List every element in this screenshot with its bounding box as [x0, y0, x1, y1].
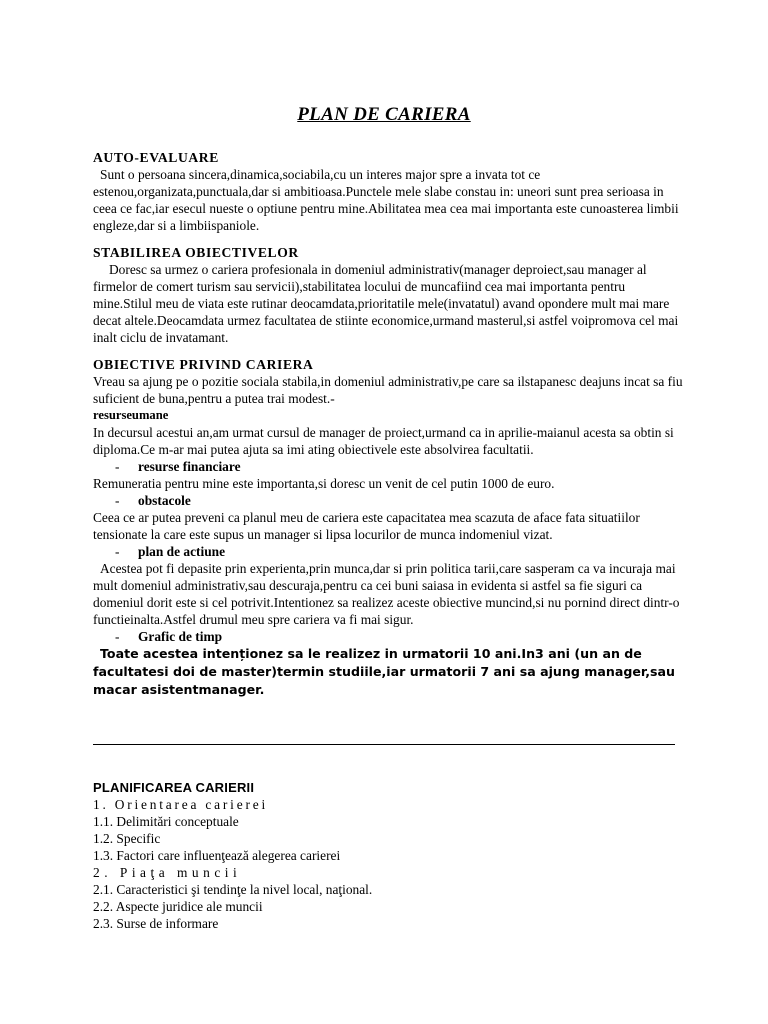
page-title: PLAN DE CARIERA: [297, 104, 471, 125]
list-dash: -: [115, 459, 120, 474]
resurse-umane-paragraph: In decursul acestui an,am urmat cursul de manager de proiect,urmand ca in aprilie-maianul acesta sa obtin si diploma.Ce m-ar mai putea ajuta sa imi ating obiectivele este absolvirea facultatii.: [93, 425, 674, 457]
resurse-umane-label: resurseumane: [93, 408, 169, 422]
section-paragraph: Doresc sa urmez o cariera profesionala in domeniul administrativ(manager deproiect,sau manager al firmelor de comert turism sau servicii),stabilitatea locului de muncafiind cea mai importanta pentru mine.Stilul meu de viata este rutinar deocamdata,prioritatile mele(invatatul) avand opondere mult mai mare decat altele.Deocamdata urmez facultatea de stiinte economice,urmand masterul,si astfel voipromova cel mai inalt ciclu de invatamant.: [93, 262, 679, 345]
resurse-financiare-label: resurse financiare: [138, 459, 241, 474]
plan-actiune-label: plan de actiune: [138, 544, 226, 559]
intro-paragraph: Vreau sa ajung pe o pozitie sociala stabila,in domeniul administrativ,pe care sa ilstapanesc deajuns incat sa fiu suficient de buna,pentru a putea trai modest.-: [93, 374, 683, 406]
section-heading: STABILIREA OBIECTIVELOR: [93, 245, 299, 260]
outline-item-2: 2. Piaţa muncii: [93, 865, 242, 880]
section-planificarea-carierii: [93, 779, 683, 932]
outline-item-1: 1. Orientarea carierei: [93, 797, 268, 812]
grafic-timp-label: Grafic de timp: [138, 629, 223, 644]
obstacole-paragraph: Ceea ce ar putea preveni ca planul meu de cariera este capacitatea mea scazuta de aface fata situatiilor tensionate la care este supus un manager si lipsa locurilor de munca indomeniul vizat.: [93, 510, 640, 542]
list-item: [93, 628, 683, 645]
section-heading: OBIECTIVE PRIVIND CARIERA: [93, 357, 314, 372]
list-item: [93, 543, 683, 560]
obstacole-label: obstacole: [138, 493, 191, 508]
section-paragraph: Sunt o persoana sincera,dinamica,sociabila,cu un interes major spre a invata tot ce estenou,organizata,punctuala,dar si ambitioasa.Punctele mele slabe constau in: uneori sunt prea serioasa in ceea ce fac,iar esecul nueste o optiune pentru mine.Abilitatea mea cea mai importanta este cunoasterea limbii engleze,dar si a limbiispaniole.: [93, 167, 679, 233]
list-item: [93, 458, 683, 475]
list-item: [93, 492, 683, 509]
section-auto-evaluare: [93, 149, 683, 234]
section-obiective-cariera: [93, 356, 683, 699]
outline-item-1-2: 1.2. Specific: [93, 831, 161, 846]
outline-item-2-1: 2.1. Caracteristici şi tendinţe la nivel local, naţional.: [93, 882, 373, 897]
grafic-timp-paragraph: Toate acestea intenționez sa le realizez in urmatorii 10 ani.In3 ani (un an de facultatesi doi de master)termin studiile,iar urmatorii 7 ani sa ajung manager,sau macar asistentmanager.: [93, 646, 675, 697]
section-stabilirea-obiectivelor: [93, 244, 683, 346]
plan-actiune-paragraph: Acestea pot fi depasite prin experienta,prin munca,dar si prin politica tarii,care sasperam ca va incuraja mai mult domeniul administrativ,sau descuraja,pentru ca cei buni saiasa in evidenta si astfel sa fie siguri ca domeniul dorit este si cel potrivit.Intentionez sa realizez aceste obiective muncind,si nu pornind direct dintr-o functieinalta.Astfel drumul meu spre cariera va fi mai sigur.: [93, 561, 680, 627]
section-heading: AUTO-EVALUARE: [93, 150, 219, 165]
list-dash: -: [115, 629, 120, 644]
horizontal-divider: [93, 744, 675, 745]
outline-item-1-3: 1.3. Factori care influenţează alegerea carierei: [93, 848, 341, 863]
list-dash: -: [115, 544, 120, 559]
outline-item-2-3: 2.3. Surse de informare: [93, 916, 219, 931]
resurse-financiare-paragraph: Remuneratia pentru mine este importanta,si doresc un venit de cel putin 1000 de euro.: [93, 476, 555, 491]
section-heading: PLANIFICAREA CARIERII: [93, 780, 255, 795]
outline-item-2-2: 2.2. Aspecte juridice ale muncii: [93, 899, 263, 914]
outline-item-1-1: 1.1. Delimitări conceptuale: [93, 814, 239, 829]
list-dash: -: [115, 493, 120, 508]
